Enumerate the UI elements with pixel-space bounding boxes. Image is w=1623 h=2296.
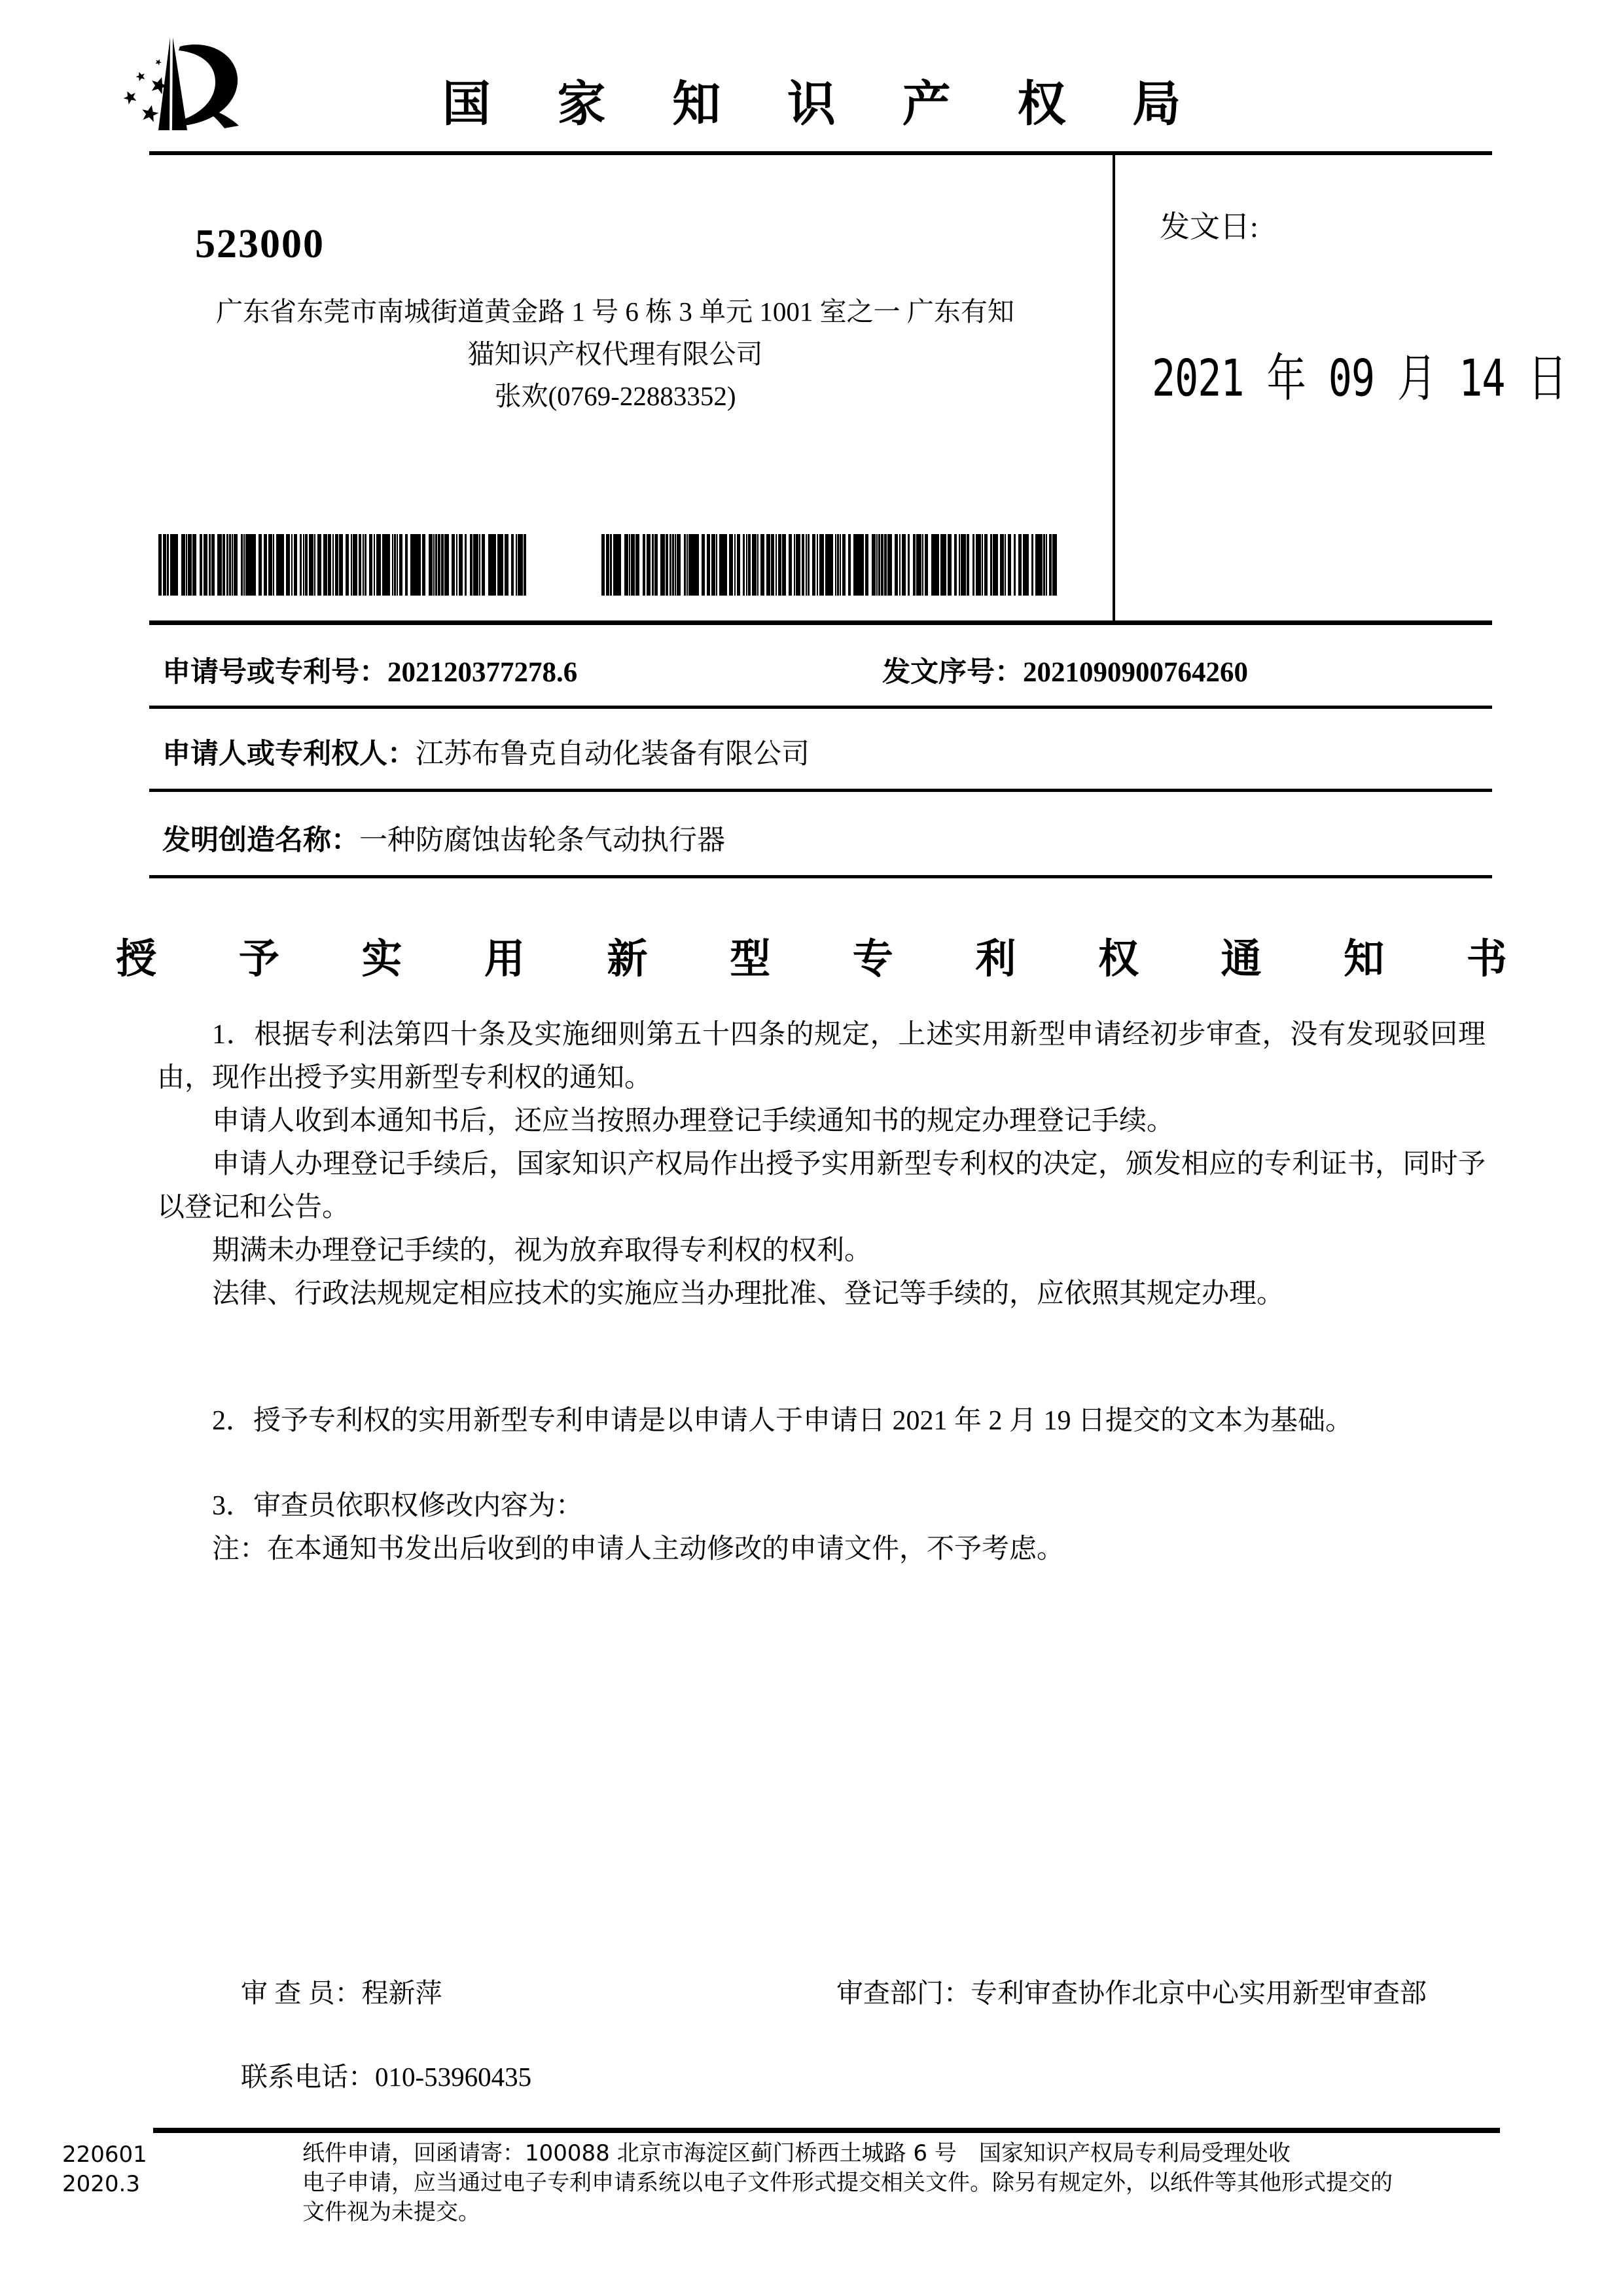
barcode-divider-line xyxy=(149,620,1492,625)
phone-value: 010-53960435 xyxy=(375,2062,532,2092)
footer-line-1: 纸件申请，回函请寄：100088 北京市海淀区蓟门桥西土城路 6 号 国家知识产权局专利局受理处收 xyxy=(302,2140,1291,2166)
dispatch-date-label: 发文日: xyxy=(1160,210,1258,243)
recipient-contact: 张欢(0769-22883352) xyxy=(494,381,736,411)
invention-name-value: 一种防腐蚀齿轮条气动执行器 xyxy=(359,825,725,856)
application-number-field xyxy=(162,650,577,690)
notice-paragraph-2: 申请人收到本通知书后，还应当按照办理登记手续通知书的规定办理登记手续。 xyxy=(212,1106,1175,1136)
notice-title: 授 予 实 用 新 型 专 利 权 通 知 书 xyxy=(116,935,1541,982)
footer-line-3: 文件视为未提交。 xyxy=(302,2199,480,2225)
notice-paragraph-4: 期满未办理登记手续的，视为放弃取得专利权的权利。 xyxy=(212,1236,872,1266)
application-number-label: 申请号或专利号： xyxy=(162,657,387,688)
barcode-application-number xyxy=(158,534,528,596)
recipient-address-line2: 猫知识产权代理有限公司 xyxy=(467,339,763,369)
examiner-field xyxy=(241,1971,442,2010)
notice-paragraph-8: 注：在本通知书发出后收到的申请人主动修改的申请文件，不予考虑。 xyxy=(212,1534,1065,1564)
footer-form-version: 2020.3 xyxy=(62,2171,140,2197)
field-divider-line-1 xyxy=(149,706,1492,709)
applicant-field xyxy=(162,732,810,772)
invention-name-label: 发明创造名称： xyxy=(162,825,359,856)
header-divider-line xyxy=(149,151,1492,155)
notice-body xyxy=(157,1013,1486,1571)
dispatch-number-field xyxy=(882,650,1248,690)
dispatch-number-value: 2021090900764260 xyxy=(1023,657,1248,688)
examiner-name: 程新萍 xyxy=(361,1978,442,2008)
examiner-label: 审 查 员： xyxy=(241,1978,362,2008)
dispatch-number-label: 发文序号： xyxy=(882,657,1023,688)
application-number-value: 202120377278.6 xyxy=(387,657,578,688)
field-divider-line-3 xyxy=(149,875,1492,878)
postal-code: 523000 xyxy=(195,222,325,266)
field-divider-line-2 xyxy=(149,789,1492,792)
applicant-label: 申请人或专利权人： xyxy=(162,739,416,770)
agency-title: 国 家 知 识 产 权 局 xyxy=(442,76,1206,132)
department-field xyxy=(836,1971,1427,2010)
footer-form-codes xyxy=(62,2140,278,2199)
notice-paragraph-7: 3．审查员依职权修改内容为： xyxy=(212,1491,584,1521)
department-name: 专利审查协作北京中心实用新型审查部 xyxy=(971,1978,1427,2008)
notice-paragraph-1: 1．根据专利法第四十条及实施细则第五十四条的规定，上述实用新型申请经初步审查，没有发现驳回理由，现作出授予实用新型专利权的通知。 xyxy=(157,1020,1486,1093)
footer-form-code: 220601 xyxy=(62,2142,147,2168)
notice-paragraph-6: 2．授予专利权的实用新型专利申请是以申请人于申请日 2021 年 2 月 19 日提交的文本为基础。 xyxy=(212,1406,1353,1436)
barcode-dispatch-number xyxy=(601,534,1058,596)
footer-divider-line xyxy=(153,2128,1500,2133)
applicant-value: 江苏布鲁克自动化装备有限公司 xyxy=(416,739,810,770)
footer-instructions xyxy=(302,2139,1507,2227)
invention-name-field xyxy=(162,818,725,858)
dispatch-box-divider-line xyxy=(1113,152,1115,623)
footer-line-2: 电子申请，应当通过电子专利申请系统以电子文件形式提交相关文件。除另有规定外，以纸件等其他形式提交的 xyxy=(302,2170,1393,2196)
phone-label: 联系电话： xyxy=(241,2062,375,2092)
recipient-address-line1: 广东省东莞市南城街道黄金路 1 号 6 栋 3 单元 1001 室之一 广东有知 xyxy=(216,296,1014,327)
notice-paragraph-5: 法律、行政法规规定相应技术的实施应当办理批准、登记等手续的，应依照其规定办理。 xyxy=(212,1279,1285,1309)
department-label: 审查部门： xyxy=(836,1978,971,2008)
phone-field xyxy=(241,2055,531,2094)
dispatch-date-value: 2021 年 09 月 14 日 xyxy=(1152,348,1567,408)
notice-paragraph-3: 申请人办理登记手续后，国家知识产权局作出授予实用新型专利权的决定，颁发相应的专利证书，同时予以登记和公告。 xyxy=(157,1149,1486,1223)
